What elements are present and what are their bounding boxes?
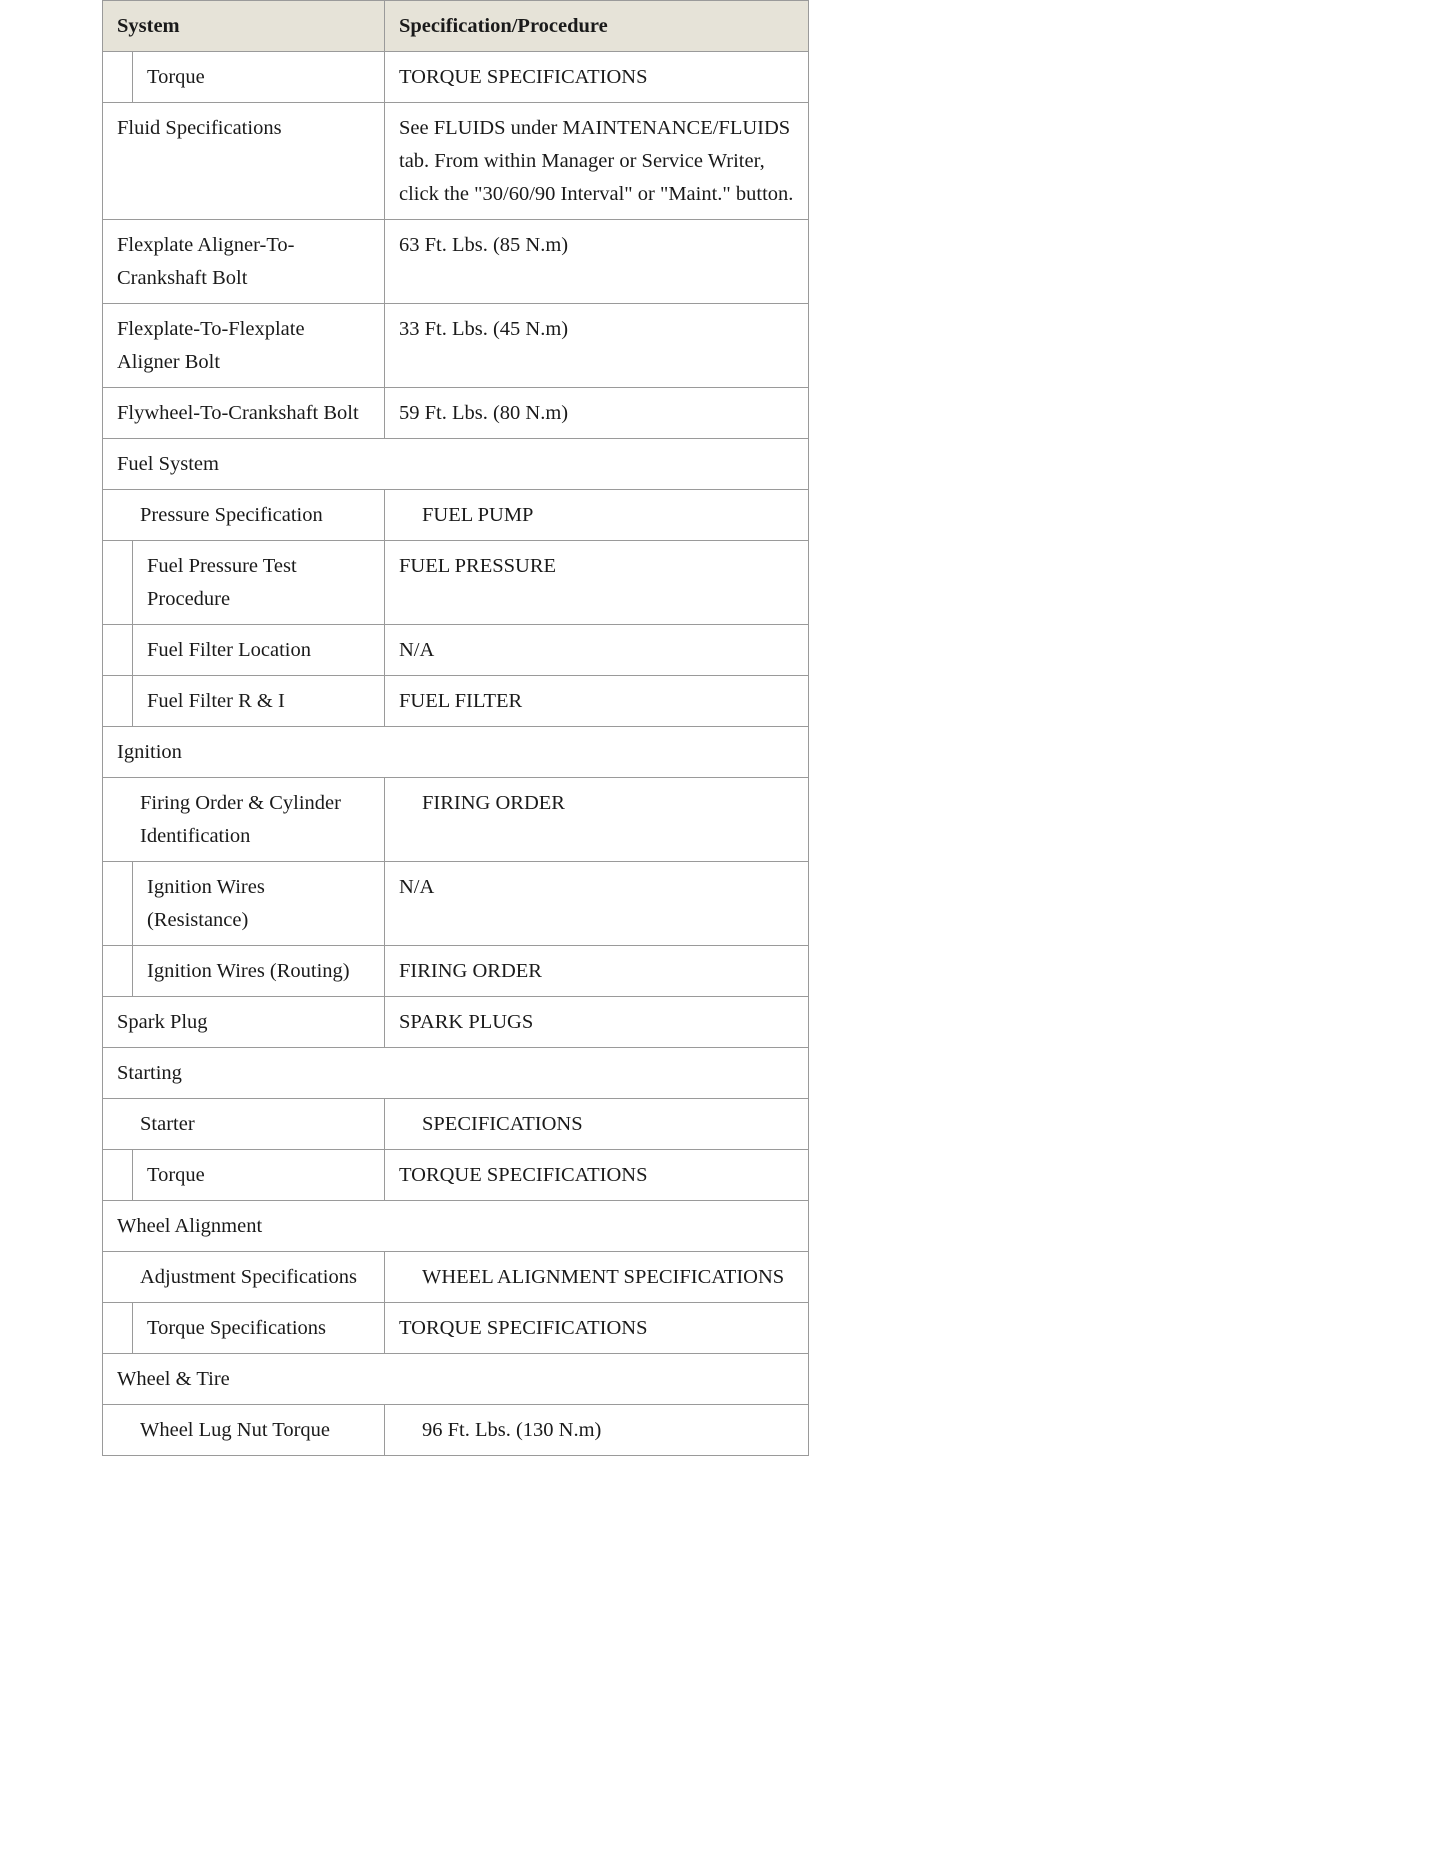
system-cell xyxy=(103,1099,385,1150)
spec-value: TORQUE SPECIFICATIONS xyxy=(399,1317,648,1339)
indent-spacer xyxy=(103,541,133,624)
spec-cell xyxy=(385,388,809,439)
spec-cell xyxy=(385,1150,809,1201)
spec-value: N/A xyxy=(399,876,435,898)
system-label: Fuel Filter Location xyxy=(147,639,311,661)
section-title: Starting xyxy=(103,1048,809,1099)
system-label: Firing Order & Cylinder Identification xyxy=(140,792,341,847)
system-label: Torque xyxy=(147,1164,205,1186)
spec-value: FUEL PRESSURE xyxy=(399,555,557,577)
indent-spacer xyxy=(103,52,133,102)
indent-spacer xyxy=(103,625,133,675)
table-row xyxy=(103,490,809,541)
spec-value: FUEL FILTER xyxy=(399,690,523,712)
system-cell xyxy=(103,946,385,997)
table-row xyxy=(103,862,809,946)
spec-cell xyxy=(385,541,809,625)
table-section-row xyxy=(103,1201,809,1252)
system-cell xyxy=(103,1303,385,1354)
system-cell xyxy=(103,1252,385,1303)
system-cell xyxy=(103,997,385,1048)
spec-cell xyxy=(385,676,809,727)
system-label: Flywheel-To-Crankshaft Bolt xyxy=(117,402,359,424)
indent-spacer xyxy=(103,862,133,945)
system-cell xyxy=(103,1150,385,1201)
table-row xyxy=(103,52,809,103)
table-row xyxy=(103,997,809,1048)
system-label: Pressure Specification xyxy=(140,504,323,526)
specifications-table xyxy=(102,0,809,1456)
section-title: Ignition xyxy=(103,727,809,778)
spec-cell xyxy=(385,1405,809,1456)
table-row xyxy=(103,676,809,727)
spec-value: 63 Ft. Lbs. (85 N.m) xyxy=(399,234,569,256)
system-cell xyxy=(103,304,385,388)
table-row xyxy=(103,388,809,439)
section-title: Wheel & Tire xyxy=(103,1354,809,1405)
system-label: Fuel Pressure Test Procedure xyxy=(147,555,297,610)
spec-value: 33 Ft. Lbs. (45 N.m) xyxy=(399,318,569,340)
table-row xyxy=(103,1303,809,1354)
table-section-row xyxy=(103,1354,809,1405)
spec-cell xyxy=(385,1099,809,1150)
section-title: Wheel Alignment xyxy=(103,1201,809,1252)
system-cell xyxy=(103,862,385,946)
spec-value: FIRING ORDER xyxy=(399,960,542,982)
system-cell xyxy=(103,1405,385,1456)
system-label: Flexplate Aligner-To-Crankshaft Bolt xyxy=(117,234,295,289)
spec-cell xyxy=(385,946,809,997)
table-header-row xyxy=(103,1,809,52)
system-label: Fuel Filter R & I xyxy=(147,690,285,712)
system-cell xyxy=(103,490,385,541)
spec-cell xyxy=(385,1303,809,1354)
table-row xyxy=(103,625,809,676)
system-cell xyxy=(103,676,385,727)
spec-value: SPECIFICATIONS xyxy=(422,1113,583,1135)
table-section-row xyxy=(103,439,809,490)
spec-cell xyxy=(385,778,809,862)
spec-cell xyxy=(385,220,809,304)
spec-value: FIRING ORDER xyxy=(422,792,565,814)
header-spec: Specification/Procedure xyxy=(385,1,809,52)
spec-cell xyxy=(385,997,809,1048)
table-row xyxy=(103,946,809,997)
table-section-row xyxy=(103,727,809,778)
system-label: Ignition Wires (Routing) xyxy=(147,960,350,982)
section-title: Fuel System xyxy=(103,439,809,490)
system-cell xyxy=(103,388,385,439)
spec-cell xyxy=(385,625,809,676)
spec-cell xyxy=(385,304,809,388)
table-body xyxy=(103,52,809,1456)
indent-spacer xyxy=(103,1150,133,1200)
system-cell xyxy=(103,778,385,862)
table-row xyxy=(103,1099,809,1150)
system-cell xyxy=(103,52,385,103)
system-label: Torque Specifications xyxy=(147,1317,327,1339)
spec-value: 59 Ft. Lbs. (80 N.m) xyxy=(399,402,569,424)
spec-cell xyxy=(385,103,809,220)
system-label: Fluid Specifications xyxy=(117,117,282,139)
spec-value: See FLUIDS under MAINTENANCE/FLUIDS tab. From within Manager or Service Writer, click the "30/60/90 Interval" or "Maint." button. xyxy=(399,117,794,205)
spec-value: N/A xyxy=(399,639,435,661)
table-row xyxy=(103,103,809,220)
system-cell xyxy=(103,220,385,304)
system-label: Spark Plug xyxy=(117,1011,208,1033)
table-row xyxy=(103,220,809,304)
table-row xyxy=(103,1405,809,1456)
system-label: Torque xyxy=(147,66,205,88)
system-label: Ignition Wires (Resistance) xyxy=(147,876,265,931)
system-cell xyxy=(103,541,385,625)
system-label: Flexplate-To-Flexplate Aligner Bolt xyxy=(117,318,305,373)
table-row xyxy=(103,541,809,625)
system-label: Adjustment Specifications xyxy=(140,1266,357,1288)
table-row xyxy=(103,304,809,388)
spec-cell xyxy=(385,862,809,946)
system-cell xyxy=(103,103,385,220)
system-label: Wheel Lug Nut Torque xyxy=(140,1419,331,1441)
spec-cell xyxy=(385,1252,809,1303)
indent-spacer xyxy=(103,946,133,996)
indent-spacer xyxy=(103,1303,133,1353)
spec-value: TORQUE SPECIFICATIONS xyxy=(399,1164,648,1186)
spec-value: FUEL PUMP xyxy=(422,504,534,526)
table-row xyxy=(103,1150,809,1201)
spec-cell xyxy=(385,52,809,103)
table-row xyxy=(103,1252,809,1303)
table-section-row xyxy=(103,1048,809,1099)
spec-value: 96 Ft. Lbs. (130 N.m) xyxy=(422,1419,602,1441)
table-row xyxy=(103,778,809,862)
indent-spacer xyxy=(103,676,133,726)
system-cell xyxy=(103,625,385,676)
header-system: System xyxy=(103,1,385,52)
spec-value: SPARK PLUGS xyxy=(399,1011,534,1033)
spec-value: TORQUE SPECIFICATIONS xyxy=(399,66,648,88)
spec-cell xyxy=(385,490,809,541)
spec-value: WHEEL ALIGNMENT SPECIFICATIONS xyxy=(422,1266,785,1288)
system-label: Starter xyxy=(140,1113,195,1135)
